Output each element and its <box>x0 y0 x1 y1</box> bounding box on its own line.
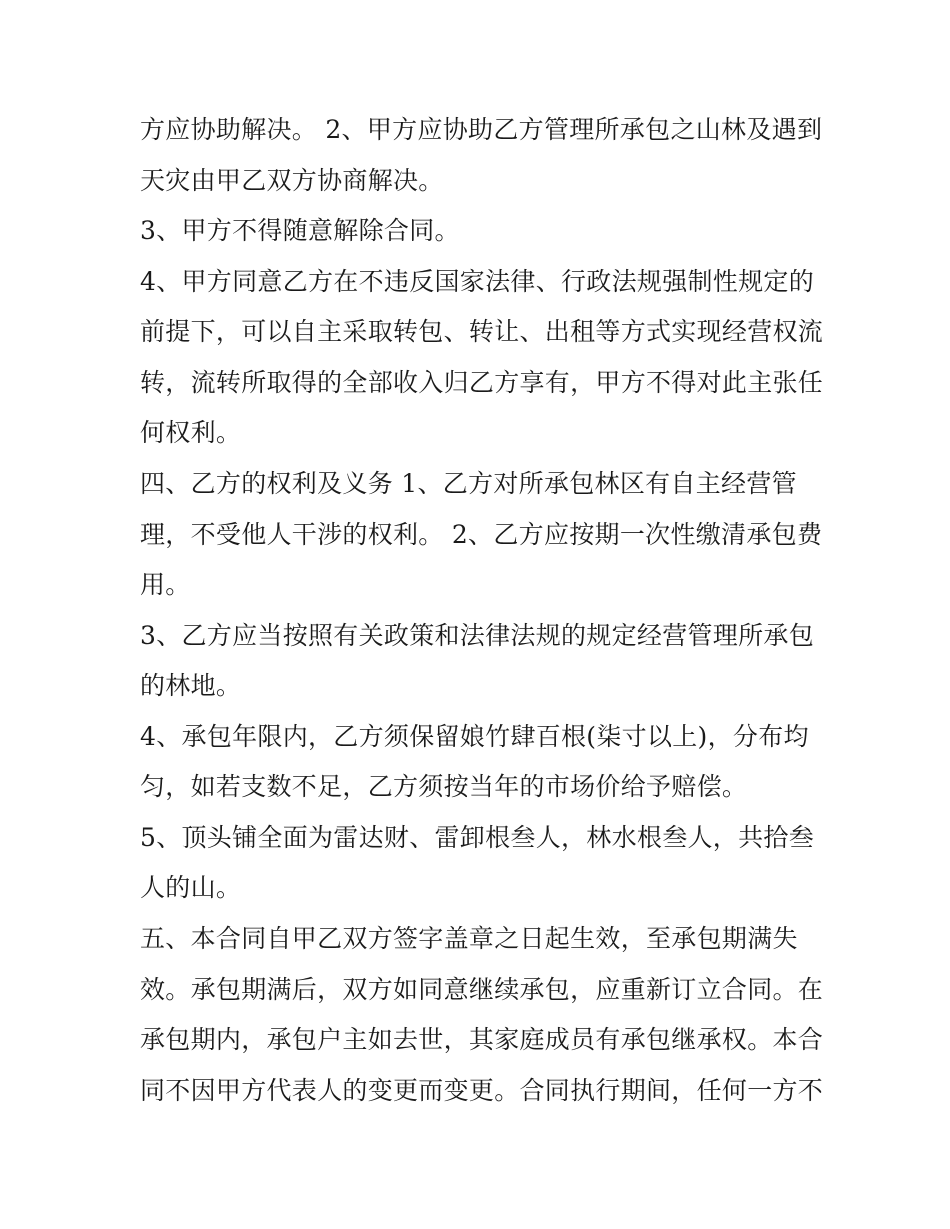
text-line: 四、乙方的权利及义务 1、乙方对所承包林区有自主经营管 <box>140 469 797 498</box>
text-line: 人的山。 <box>140 873 242 902</box>
text-line: 4、甲方同意乙方在不违反国家法律、行政法规强制性规定的 <box>140 267 815 296</box>
text-line: 用。 <box>140 570 191 599</box>
text-line: 前提下，可以自主采取转包、转让、出租等方式实现经营权流 <box>140 317 824 346</box>
text-line: 4、承包年限内，乙方须保留娘竹肆百根(柒寸以上)，分布均 <box>140 722 809 751</box>
text-line: 何权利。 <box>140 418 242 447</box>
text-line: 效。承包期满后，双方如同意继续承包，应重新订立合同。在 <box>140 975 824 1004</box>
text-line: 理，不受他人干涉的权利。 2、乙方应按期一次性缴清承包费 <box>140 520 823 549</box>
text-line: 同不因甲方代表人的变更而变更。合同执行期间，任何一方不 <box>140 1076 824 1105</box>
text-line: 的林地。 <box>140 671 242 700</box>
text-line: 方应协助解决。 2、甲方应协助乙方管理所承包之山林及遇到 <box>140 115 823 144</box>
text-line: 5、顶头铺全面为雷达财、雷卸根叁人，林水根叁人，共拾叁 <box>140 823 815 852</box>
text-line: 天灾由甲乙双方协商解决。 <box>140 166 444 195</box>
text-line: 3、甲方不得随意解除合同。 <box>140 216 460 245</box>
text-line: 匀，如若支数不足，乙方须按当年的市场价给予赔偿。 <box>140 772 748 801</box>
text-line: 3、乙方应当按照有关政策和法律法规的规定经营管理所承包 <box>140 621 815 650</box>
text-line: 承包期内，承包户主如去世，其家庭成员有承包继承权。本合 <box>140 1025 824 1054</box>
text-line: 转，流转所取得的全部收入归乙方享有，甲方不得对此主张任 <box>140 368 824 397</box>
text-line: 五、本合同自甲乙双方签字盖章之日起生效，至承包期满失 <box>140 924 798 953</box>
